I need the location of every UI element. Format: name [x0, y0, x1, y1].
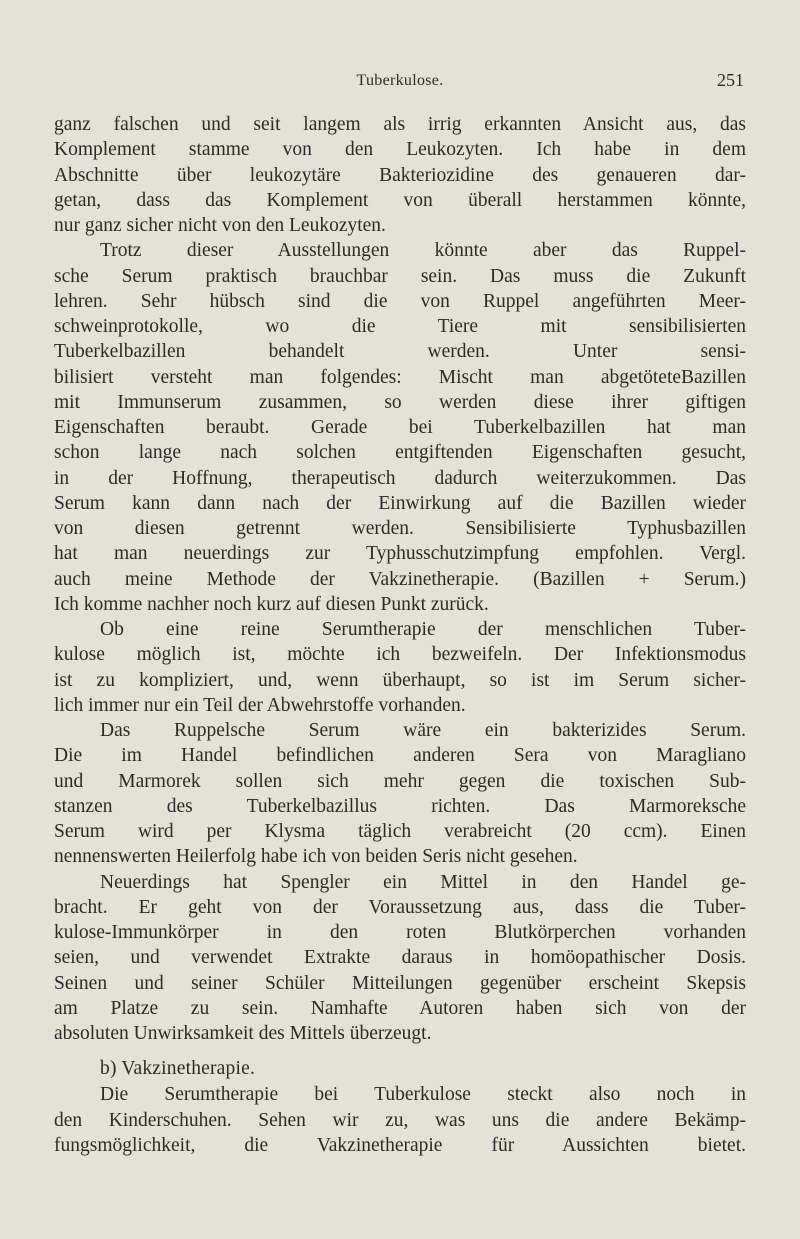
text-line: ganz falschen und seit langem als irrig erkannten Ansicht aus, das [54, 114, 746, 135]
text-line: den Kinderschuhen. Sehen wir zu, was uns die andere Bekämp- [54, 1109, 746, 1131]
text-line: lich immer nur ein Teil der Abwehrstoffe vorhanden. [54, 694, 466, 716]
text-line: lehren. Sehr hübsch sind die von Ruppel angeführten Meer- [54, 290, 746, 312]
text-line: getan, dass das Komplement von überall herstammen könnte, [54, 189, 746, 211]
text-line: Abschnitte über leukozytäre Bakteriozidine des genaueren dar- [54, 164, 746, 186]
text-line: kulose-Immunkörper in den roten Blutkörperchen vorhanden [54, 922, 746, 943]
text-line: Die im Handel befindlichen anderen Sera von Maragliano [54, 745, 746, 767]
page-number: 251 [717, 70, 744, 90]
text-line: ist zu kompliziert, und, wenn überhaupt, so ist im Serum sicher- [54, 669, 746, 691]
text-line: Serum kann dann nach der Einwirkung auf die Bazillen wieder [54, 492, 746, 514]
text-line: nennenswerten Heilerfolg habe ich von beiden Seris nicht gesehen. [54, 846, 578, 868]
text-line: schweinprotokolle, wo die Tiere mit sensibilisierten [54, 316, 746, 337]
text-line: Trotz dieser Ausstellungen könnte aber das Ruppel- [100, 240, 746, 262]
section-heading: b) Vakzinetherapie. [100, 1058, 256, 1080]
text-line: bilisiert versteht man folgendes: Mischt man abgetöteteBazillen [54, 366, 746, 388]
text-line: Komplement stamme von den Leukozyten. Ich habe in dem [54, 139, 746, 161]
text-line: von diesen getrennt werden. Sensibilisierte Typhusbazillen [54, 518, 746, 539]
text-line: Das Ruppelsche Serum wäre ein bakterizides Serum. [100, 720, 746, 741]
text-line: absoluten Unwirksamkeit des Mittels überzeugt. [54, 1023, 432, 1044]
text-line: hat man neuerdings zur Typhusschutzimpfung empfohlen. Vergl. [54, 543, 746, 565]
text-line: Ob eine reine Serumtherapie der menschlichen Tuber- [100, 619, 746, 640]
text-line: Seinen und seiner Schüler Mitteilungen gegenüber erscheint Skepsis [54, 972, 746, 994]
text-line: nur ganz sicher nicht von den Leukozyten. [54, 215, 386, 236]
running-title: Tuberkulose. [356, 72, 444, 89]
text-line: schon lange nach solchen entgiftenden Eigenschaften gesucht, [54, 442, 746, 464]
text-line: kulose möglich ist, möchte ich bezweifeln. Der Infektionsmodus [54, 644, 746, 666]
text-line: am Platze zu sein. Namhafte Autoren haben sich von der [54, 997, 746, 1019]
text-line: Ich komme nachher noch kurz auf diesen Punkt zurück. [54, 593, 489, 615]
text-line: seien, und verwendet Extrakte daraus in homöopathischer Dosis. [54, 947, 746, 969]
text-line: Neuerdings hat Spengler ein Mittel in den Handel ge- [100, 871, 746, 893]
text-line: Eigenschaften beraubt. Gerade bei Tuberkelbazillen hat man [54, 417, 746, 438]
text-line: Die Serumtherapie bei Tuberkulose steckt also noch in [100, 1084, 746, 1106]
text-line: Serum wird per Klysma täglich verabreicht (20 ccm). Einen [54, 821, 746, 842]
text-line: sche Serum praktisch brauchbar sein. Das muss die Zukunft [54, 265, 746, 287]
text-line: in der Hoffnung, therapeutisch dadurch weiterzukommen. Das [54, 467, 746, 489]
text-line: bracht. Er geht von der Voraussetzung aus, dass die Tuber- [54, 896, 746, 918]
text-line: fungsmöglichkeit, die Vakzinetherapie für Aussichten bietet. [54, 1134, 746, 1156]
body-text [54, 112, 746, 1158]
text-line: mit Immunserum zusammen, so werden diese ihrer giftigen [54, 391, 746, 413]
text-line: Tuberkelbazillen behandelt werden. Unter sensi- [54, 341, 746, 363]
text-line: stanzen des Tuberkelbazillus richten. Das Marmoreksche [54, 795, 746, 817]
text-line: und Marmorek sollen sich mehr gegen die toxischen Sub- [54, 770, 746, 792]
text-line: auch meine Methode der Vakzinetherapie. (Bazillen + Serum.) [54, 568, 746, 590]
